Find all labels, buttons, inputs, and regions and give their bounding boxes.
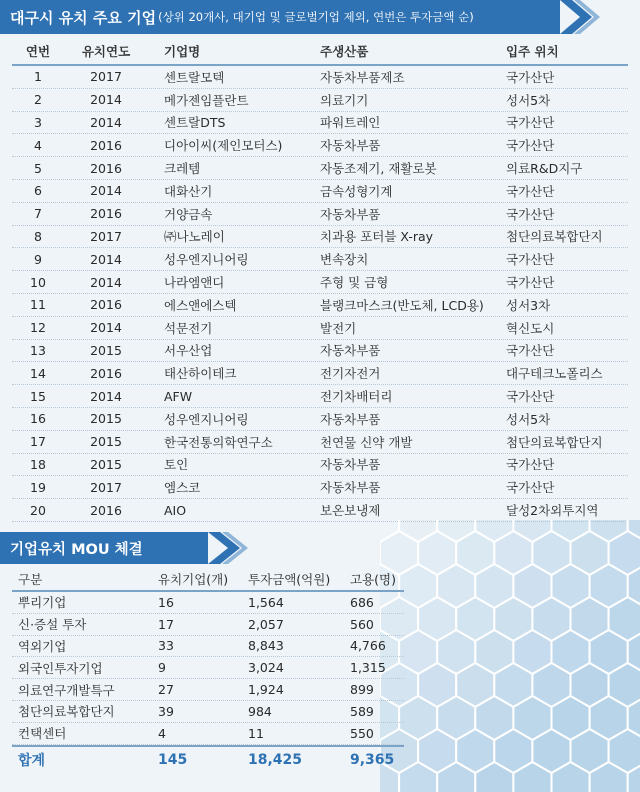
companies-table-body — [12, 66, 628, 522]
cell-year: 2015 — [90, 456, 122, 472]
cell-product: 천연물 신약 개발 — [320, 434, 413, 450]
table-row — [12, 499, 628, 522]
cell-company: 디아이씨(제인모터스) — [164, 138, 283, 154]
cell-investment: 984 — [248, 703, 272, 719]
cell-year: 2014 — [90, 251, 122, 267]
mou-table-body — [12, 592, 404, 745]
cell-company: 성우엔지니어링 — [164, 252, 249, 268]
table-row — [12, 362, 628, 385]
cell-location: 국가산단 — [506, 138, 555, 154]
cell-company: 센트랄모텍 — [164, 69, 225, 85]
col-header-investment: 투자금액(억원) — [248, 572, 331, 587]
cell-product: 주형 및 금형 — [320, 275, 389, 291]
header-slash-decoration — [0, 532, 300, 564]
cell-category: 첨단의료복합단지 — [18, 704, 115, 720]
cell-number: 11 — [30, 297, 46, 313]
cell-year: 2016 — [90, 365, 122, 381]
cell-category: 신·증설 투자 — [18, 617, 87, 633]
cell-number: 9 — [34, 251, 42, 267]
cell-count: 39 — [158, 703, 174, 719]
cell-company: 대화산기 — [164, 183, 213, 199]
cell-employment: 899 — [350, 682, 374, 698]
cell-year: 2017 — [90, 69, 122, 85]
companies-title: 대구시 유치 주요 기업 — [10, 8, 157, 27]
cell-location: 첨단의료복합단지 — [506, 434, 603, 450]
cell-employment: 550 — [350, 725, 374, 741]
cell-location: 국가산단 — [506, 69, 555, 85]
cell-location: 국가산단 — [506, 480, 555, 496]
cell-number: 13 — [30, 342, 46, 358]
cell-company: 석문전기 — [164, 320, 213, 336]
table-row — [12, 385, 628, 408]
cell-location: 국가산단 — [506, 275, 555, 291]
cell-year: 2017 — [90, 479, 122, 495]
table-row — [12, 636, 404, 658]
table-row — [12, 112, 628, 135]
cell-investment: 1,924 — [248, 682, 284, 698]
cell-employment: 589 — [350, 703, 374, 719]
col-header-product: 주생산품 — [320, 44, 369, 59]
table-row — [12, 180, 628, 203]
cell-company: 에스앤에스텍 — [164, 297, 237, 313]
cell-year: 2016 — [90, 206, 122, 222]
col-header-year: 유치연도 — [81, 44, 131, 59]
cell-number: 1 — [34, 69, 42, 85]
cell-year: 2016 — [90, 502, 122, 518]
col-header-employment: 고용(명) — [350, 572, 396, 587]
cell-number: 17 — [30, 434, 46, 450]
cell-product: 보온보냉제 — [320, 503, 381, 519]
cell-product: 의료기기 — [320, 92, 369, 108]
cell-product: 자동차부품 — [320, 206, 381, 222]
mou-table — [12, 568, 404, 773]
cell-count: 4 — [158, 725, 166, 741]
cell-number: 5 — [34, 160, 42, 176]
col-header-location: 입주 위치 — [506, 44, 559, 59]
cell-category: 외국인투자기업 — [18, 660, 103, 676]
cell-location: 의료R&D지구 — [506, 161, 583, 177]
cell-product: 자동차부품 — [320, 343, 381, 359]
cell-number: 16 — [30, 411, 46, 427]
mou-total-row — [12, 745, 404, 773]
cell-company: 거양금속 — [164, 206, 213, 222]
cell-location: 국가산단 — [506, 206, 555, 222]
companies-section-header — [0, 0, 640, 34]
cell-year: 2014 — [90, 274, 122, 290]
cell-year: 2015 — [90, 411, 122, 427]
cell-count: 9 — [158, 660, 166, 676]
cell-location: 성서5차 — [506, 411, 551, 427]
cell-product: 자동차부품 — [320, 480, 381, 496]
col-header-category: 구분 — [18, 572, 43, 587]
cell-product: 자동차부품 — [320, 411, 381, 427]
cell-year: 2014 — [90, 388, 122, 404]
table-row — [12, 317, 628, 340]
table-row — [12, 271, 628, 294]
companies-subtitle: (상위 20개사, 대기업 및 글로벌기업 제외, 연번은 투자금액 순) — [158, 10, 474, 24]
table-row — [12, 157, 628, 180]
mou-section-header — [0, 532, 300, 564]
cell-category: 뿌리기업 — [18, 595, 67, 611]
cell-product: 자동차부품 — [320, 457, 381, 473]
table-row — [12, 294, 628, 317]
cell-company: ㈜나노레이 — [164, 229, 225, 245]
cell-year: 2016 — [90, 160, 122, 176]
cell-number: 3 — [34, 114, 42, 130]
table-row — [12, 454, 628, 477]
col-header-company: 기업명 — [164, 44, 201, 59]
cell-company: AIO — [164, 502, 187, 518]
cell-investment: 8,843 — [248, 638, 284, 654]
cell-company: 센트랄DTS — [164, 115, 226, 131]
cell-category: 의료연구개발특구 — [18, 682, 115, 698]
cell-year: 2014 — [90, 320, 122, 336]
cell-location: 성서5차 — [506, 92, 551, 108]
cell-location: 국가산단 — [506, 457, 555, 473]
cell-location: 국가산단 — [506, 252, 555, 268]
cell-product: 변속장치 — [320, 252, 369, 268]
mou-title: 기업유치 MOU 체결 — [10, 541, 143, 558]
table-row — [12, 66, 628, 89]
total-label: 합계 — [18, 752, 46, 769]
cell-location: 국가산단 — [506, 389, 555, 405]
cell-category: 컨택센터 — [18, 726, 67, 742]
cell-year: 2014 — [90, 114, 122, 130]
table-row — [12, 408, 628, 431]
cell-employment: 4,766 — [350, 638, 386, 654]
cell-company: 태산하이테크 — [164, 366, 237, 382]
cell-product: 파워트레인 — [320, 115, 381, 131]
cell-company: 메가젠임플란트 — [164, 92, 249, 108]
table-row — [12, 431, 628, 454]
table-row — [12, 476, 628, 499]
cell-location: 첨단의료복합단지 — [506, 229, 603, 245]
cell-location: 달성2차외투지역 — [506, 503, 599, 519]
total-employment: 9,365 — [350, 751, 395, 768]
cell-location: 성서3차 — [506, 297, 551, 313]
cell-product: 자동조제기, 재활로봇 — [320, 161, 437, 177]
cell-count: 27 — [158, 682, 174, 698]
table-row — [12, 203, 628, 226]
table-row — [12, 723, 404, 745]
cell-investment: 1,564 — [248, 594, 284, 610]
total-investment: 18,425 — [248, 751, 303, 768]
cell-number: 6 — [34, 183, 42, 199]
cell-product: 블랭크마스크(반도체, LCD용) — [320, 297, 484, 313]
cell-year: 2014 — [90, 92, 122, 108]
cell-year: 2015 — [90, 434, 122, 450]
cell-number: 19 — [30, 479, 46, 495]
cell-company: AFW — [164, 388, 193, 404]
cell-number: 7 — [34, 206, 42, 222]
companies-table — [12, 38, 628, 522]
cell-product: 금속성형기계 — [320, 183, 393, 199]
cell-year: 2015 — [90, 342, 122, 358]
cell-investment: 11 — [248, 725, 264, 741]
cell-count: 16 — [158, 594, 174, 610]
cell-company: 크레템 — [164, 161, 201, 177]
cell-company: 한국전통의학연구소 — [164, 434, 273, 450]
cell-category: 역외기업 — [18, 638, 67, 654]
cell-location: 혁신도시 — [506, 320, 555, 336]
table-row — [12, 340, 628, 363]
cell-product: 발전기 — [320, 320, 357, 336]
cell-location: 국가산단 — [506, 343, 555, 359]
cell-company: 엠스코 — [164, 480, 201, 496]
table-row — [12, 701, 404, 723]
cell-company: 토인 — [164, 457, 189, 473]
cell-number: 2 — [34, 92, 42, 108]
cell-year: 2016 — [90, 297, 122, 313]
cell-year: 2014 — [90, 183, 122, 199]
table-row — [12, 134, 628, 157]
cell-company: 성우엔지니어링 — [164, 411, 249, 427]
cell-location: 대구테크노폴리스 — [506, 366, 603, 382]
cell-number: 20 — [30, 502, 46, 518]
table-row — [12, 679, 404, 701]
cell-count: 33 — [158, 638, 174, 654]
cell-number: 18 — [30, 456, 46, 472]
cell-number: 14 — [30, 365, 46, 381]
table-row — [12, 657, 404, 679]
table-row — [12, 226, 628, 249]
hexagon-background-decoration — [380, 520, 640, 792]
cell-product: 자동차부품제조 — [320, 69, 405, 85]
cell-number: 4 — [34, 137, 42, 153]
cell-location: 국가산단 — [506, 183, 555, 199]
cell-employment: 560 — [350, 616, 374, 632]
cell-product: 전기차배터리 — [320, 389, 393, 405]
cell-investment: 3,024 — [248, 660, 284, 676]
table-row — [12, 89, 628, 112]
cell-product: 전기자전거 — [320, 366, 381, 382]
cell-product: 치과용 포터블 X-ray — [320, 229, 434, 245]
cell-number: 15 — [30, 388, 46, 404]
cell-product: 자동차부품 — [320, 138, 381, 154]
table-row — [12, 592, 404, 614]
cell-company: 나라엠앤디 — [164, 275, 225, 291]
cell-employment: 1,315 — [350, 660, 386, 676]
cell-count: 17 — [158, 616, 174, 632]
total-count: 145 — [158, 751, 188, 768]
companies-table-header — [12, 38, 628, 66]
cell-number: 10 — [30, 274, 46, 290]
cell-employment: 686 — [350, 594, 374, 610]
cell-number: 12 — [30, 320, 46, 336]
mou-table-header — [12, 568, 404, 592]
col-header-count: 유치기업(개) — [158, 572, 229, 587]
cell-location: 국가산단 — [506, 115, 555, 131]
header-slash-decoration — [0, 0, 640, 34]
col-header-number: 연번 — [25, 44, 51, 59]
cell-year: 2016 — [90, 137, 122, 153]
table-row — [12, 614, 404, 636]
cell-company: 서우산업 — [164, 343, 213, 359]
cell-number: 8 — [34, 228, 42, 244]
table-row — [12, 248, 628, 271]
cell-investment: 2,057 — [248, 616, 284, 632]
cell-year: 2017 — [90, 228, 122, 244]
